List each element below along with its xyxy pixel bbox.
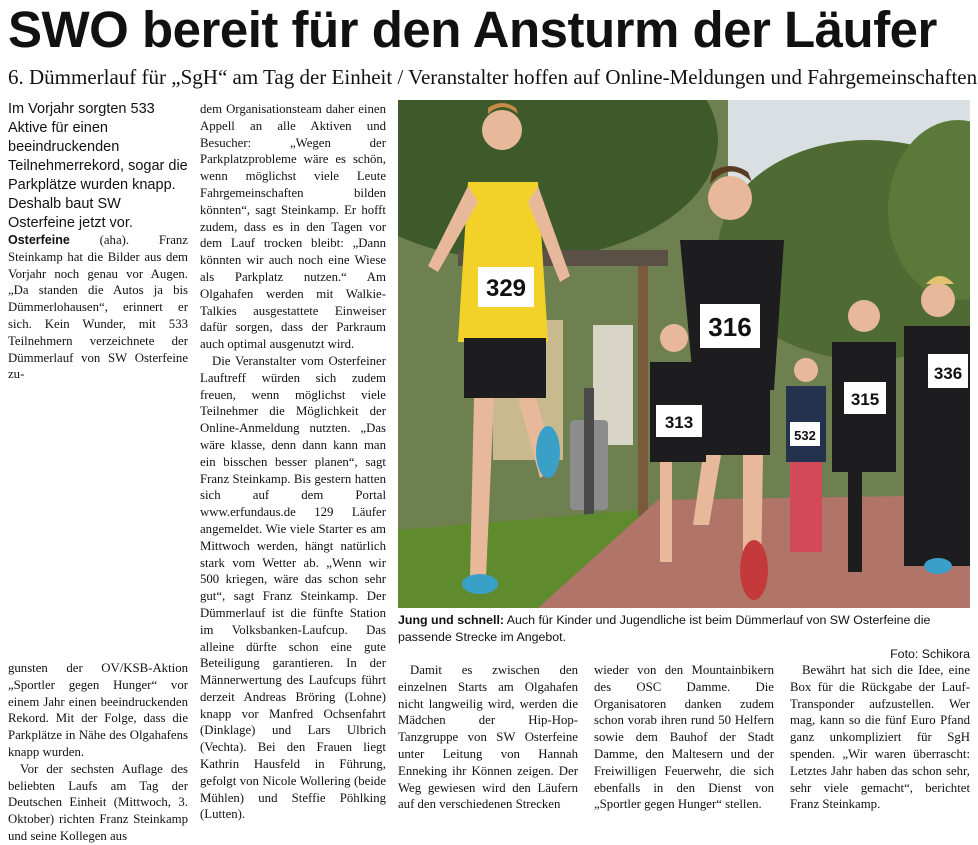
article-column-1-bottom <box>8 660 188 845</box>
runner-532 <box>786 358 826 552</box>
bib-329: 329 <box>485 275 527 302</box>
col2-paragraph-1: dem Organisationsteam daher einen Appell an alle Aktiven und Besucher: „Wegen der Parkplatzprobleme wäre es schön, wenn möglichst viele Leute Fahrgemeinschaften bilden könnten“, sagt Steinkamp. Er hofft zudem, dass es in den Tagen vor dem Lauf trocken bleibt: „Dann könnten wir auch noch eine Wiese als Parkplatz nutzen.“ Am Olgahafen werden mit Walkie-Talkies ausgestattete Einweiser dafür sorgen, dass der Parkraum auch optimal ausgenutzt wird. <box>200 102 386 352</box>
caption-lead: Jung und schnell: <box>398 613 505 627</box>
col1-paragraph-1-text: (aha). Franz Steinkamp hat die Bilder aus dem Vorjahr noch genau vor Augen. „Da standen die Autos ja bis Dümmerlohausen“, erinnert er sich. Kein Wunder, mit 533 Teilnehmern verzeichnete der Dümmerlauf von SW Osterfeine zu- <box>8 233 188 382</box>
col2-paragraph-2: Die Veranstalter vom Osterfeiner Lauftreff würden sich zudem freuen, wenn möglichst viele Teilnehmer die Möglichkeit der Online-Anmeldung nutzten. „Das wäre klasse, denn dann kann man ein bisschen besser planen“, sagt Franz Steinkamp. Bis gestern hatten sich auf dem Portal www.erfundaus.de 129 Läufer angemeldet. Wie viele Starter es am Mittwoch werden, hängt natürlich stark vom Wetter ab. „Wenn wir 500 kriegen, wäre das schon sehr gut“, sagt Franz Steinkamp. Der Dümmerlauf ist die fünfte Station im Volksbanken-Laufcup. Das alleine dürfte schon eine gute Beteiligung garantieren. In der Männerwertung des Laufcups führt derzeit Andreas Bröring (Lohne) knapp vor Manfred Ochsenfahrt (Dinklage) und Lars Ulbrich (Vechta). Bei den Frauen liegt Kathrin Hausfeld in Führung, gefolgt von Nicole Wollering (beide Mühlen) und Steffie Pöhlking (Lutten). <box>200 353 386 822</box>
runners-illustration <box>398 100 970 608</box>
col4-paragraph: wieder von den Mountainbikern des OSC Damme. Die Organisatoren danken zudem schon vorab ihren rund 50 Helfern sowie dem Bauhof der Stadt Damme, den Maltesern und der Freiwilligen Feuerwehr, die sich ebenfalls in den Dienst von „Sportler gegen Hunger“ stellen. <box>594 663 774 812</box>
col3-paragraph: Damit es zwischen den einzelnen Starts am Olgahafen nicht langweilig wird, werden die Mädchen der Hip-Hop-Tanzgruppe von SW Osterfeine unter Leitung von Hannah Enneking ihr Können zeigen. Der Weg gewiesen wird den Läufern auf den verschiedenen Strecken <box>398 663 578 812</box>
article-column-5 <box>790 662 970 813</box>
bib-336: 336 <box>933 364 963 383</box>
dateline: Osterfeine <box>8 233 70 247</box>
article-column-1-top <box>8 232 188 383</box>
bib-316: 316 <box>708 312 752 342</box>
photo-runners <box>398 100 970 608</box>
photo-credit: Foto: Schikora <box>890 647 970 661</box>
article-column-4 <box>594 662 774 813</box>
bib-315: 315 <box>850 390 880 409</box>
article-column-3 <box>398 662 578 813</box>
bib-532: 532 <box>794 428 816 443</box>
caption-text: Auch für Kinder und Jugendliche ist beim Dümmerlauf von SW Osterfeine die passende Strecke im Angebot. <box>398 613 931 644</box>
headline: SWO bereit für den Ansturm der Läufer <box>8 1 937 58</box>
article-column-2 <box>200 101 386 823</box>
col1-paragraph-3: Vor der sechsten Auflage des beliebten Laufs am Tag der Deutschen Einheit (Mittwoch, 3. Oktober) richten Franz Steinkamp und seine Kollegen aus <box>8 761 188 843</box>
col1-paragraph-1 <box>8 232 188 383</box>
col5-paragraph: Bewährt hat sich die Idee, eine Box für die Rückgabe der Lauf-Transponder aufzustellen. Wer mag, kann so die fünf Euro Pfand ganz unkompliziert für SgH spenden. „Wir waren überrascht: Letztes Jahr haben das schon sehr, sehr viele gemacht“, berichtet Franz Steinkamp. <box>790 663 970 812</box>
bib-313: 313 <box>664 413 694 432</box>
col1-paragraph-2: gunsten der OV/KSB-Aktion „Sportler gegen Hunger“ vor einem Jahr einen beeindruckenden Rekord. Mit der Folge, dass die Parkplätze in Nähe des Olgahafens knapp wurden. <box>8 661 188 759</box>
photo-caption <box>398 612 970 663</box>
lead-paragraph: Im Vorjahr sorgten 533 Aktive für einen beeindruckenden Teilnehmerrekord, sogar die Parkplätze wurden knapp. Deshalb baut SW Osterfeine jetzt vor. <box>8 101 188 231</box>
subheadline: 6. Dümmerlauf für „SgH“ am Tag der Einheit / Veranstalter hoffen auf Online-Meldungen und Fahrgemeinschaften <box>8 65 978 89</box>
